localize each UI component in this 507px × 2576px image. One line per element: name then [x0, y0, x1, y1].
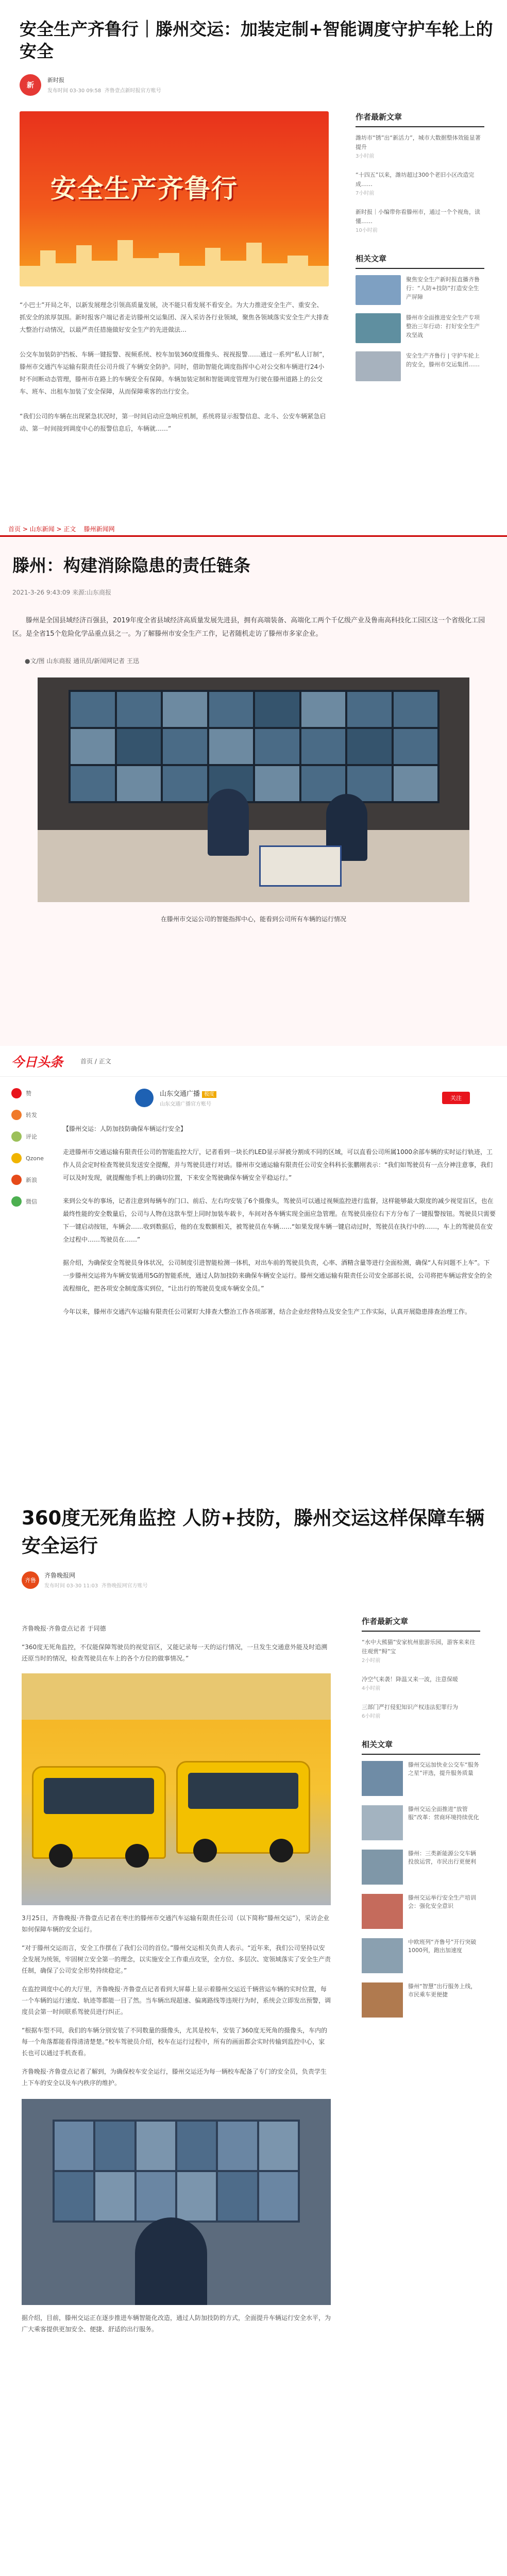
avatar[interactable]: 新	[20, 74, 41, 96]
related-article[interactable]: 滕州交运全面推进“放管服”改革：营商环境持续优化	[362, 1805, 480, 1840]
sidebar-item[interactable]: “十四五”以来，潍坊超过300个老旧小区改造完成…… 7小时前	[356, 171, 475, 196]
article-paragraph: 滕州是全国县域经济百强县，2019年度全省县域经济高质量发展先进县，拥有高端装备、高端化工两个千亿级产业及鲁南高科技化工园区这一个省级化工园区。是全省15个危险化学品重点县之一。为了解滕州市安全生产工作，记者随机走访了滕州市多家企业。	[12, 617, 485, 638]
sidebar-item[interactable]: 冷空气来袭！降温又来一波，注意保暖 4小时前	[362, 1676, 458, 1692]
account-card	[135, 1088, 496, 1107]
article-3	[0, 1046, 507, 1494]
article-paragraph: 据介绍，为确保安全驾驶员身体状况，公司制度引进智能检测一体机，对出车前的驾驶员负责，心率、酒精含量等进行全面检测，确保“人有问题不上车”。下一步滕州交运将为车辆安装通用5G的智能系统，通过人防加技防来确保车辆安全运行。滕州交通运输有限责任公司安全部部长说，公司将把车辆运营安全的全流程细化，把各项安全制度落实到位，“让出行的驾驶员变成车辆安全员。”	[63, 1259, 492, 1292]
sidebar-heading: 相关文章	[356, 253, 484, 269]
article-title: 360度无死角监控 人防+技防，滕州交运这样保障车辆安全运行	[22, 1507, 485, 1557]
account-subtitle: 山东交通广播官方账号	[160, 1101, 211, 1107]
article-paragraph: “对于滕州交运而言，安全工作摆在了我们公司的首位。”滕州交运相关负责人表示。“近年来，我们公司坚持以安全发展为统领，牢固树立安全第一的理念，以实施安全工作重点攻坚，全方位、多层次、宽领域落实了安全生产责任制，确保了公司安全形势持续稳定。”	[22, 1944, 331, 1975]
wechat-share-button[interactable]: 微信	[11, 1196, 47, 1207]
article-meta: 2021-3-26 9:43:09 来源:山东商报	[12, 589, 112, 596]
sidebar-heading: 作者最新文章	[362, 1616, 480, 1632]
like-icon	[11, 1088, 22, 1098]
sidebar-heading: 相关文章	[362, 1739, 480, 1755]
sidebar-heading: 作者最新文章	[356, 111, 484, 127]
author-name[interactable]: 新时报	[47, 77, 64, 84]
article-byline: ●文/图 山东商报 通讯员/新闻网记者 王迅	[25, 657, 140, 665]
sidebar-item[interactable]: 三部门严打侵犯知识产权违法犯罪行为 6小时前	[362, 1704, 458, 1720]
breadcrumb-site[interactable]: 滕州新闻网	[83, 526, 115, 533]
city-silhouette-icon	[20, 235, 329, 286]
article-paragraph: 齐鲁晚报·齐鲁壹点记者了解到，为确保校车安全运行，滕州交运还为每一辆校车配备了专门的安全员，负责学生上下车的安全以及车内秩序的维护。	[22, 2068, 327, 2087]
article-paragraph: 今年以来，滕州市交通汽车运输有限责任公司紧盯大排查大整治工作各项部署，结合企业经营特点及安全生产工作实际，认真开展隐患排查治理工作。	[63, 1308, 471, 1315]
article-title: 滕州：构建消除隐患的责任链条	[12, 555, 250, 575]
related-article[interactable]: 滕州“智慧”出行服务上线，市民乘车更便捷	[362, 1982, 480, 2018]
sidebar-item[interactable]: 潍坊市“锈”出“新活力”，城市大数据整体效能显著提升 3小时前	[356, 134, 481, 159]
article-paragraph: 来到公交车的事场，记者注意到每辆车的门口、前后、左右均安装了6个摄像头，驾驶员可以通过视频监控进行监督，这样能够最大限度的减少视觉盲区，也在最终性能的安全数量后，公司与人物在这款车型上同时加装车载卡，车间对各车辆实现全面应急管理。在驾驶员座位右下方分布了一键报警按钮。驾驶员只需要下一键启动按钮，车辆会……收到数据后，他的在发数额相关，被驾驶员在车辆……“如果发现车辆一键启动过时，驾驶员在执行中的……，车上的驾驶员在安全过程中……驾驶员在……”	[63, 1197, 496, 1243]
article-2	[0, 520, 507, 1046]
related-article[interactable]: 滕州交运举行安全生产培训会：强化安全意识	[362, 1894, 480, 1929]
banner-text: 安全生产齐鲁行	[50, 173, 238, 204]
article-paragraph: 3月25日，齐鲁晚报·齐鲁壹点记者在枣庄的滕州市交通汽车运输有限责任公司（以下简称“滕州交运”），采访企业如何保障车辆的安全运行。	[22, 1914, 330, 1934]
author-meta	[0, 1560, 507, 1589]
article-paragraph: 公交车加装防护挡板、车辆一键报警、视频系统、校车加装360度摄像头、视视报警……通过一系列“私人订制”，滕州市交通汽车运输有限责任公司升级了车辆安全防护。同时，借助智能化调度指挥中心对公交和车辆进行24小时不间断动态管理，滕州市在路上的车辆安全有保障。车辆加装定制和智能调度管理为行驶在滕州道路上的公交车、班车、出租车加装了安全保障，从而保障乘客的出行安全。	[20, 350, 329, 395]
article-paragraph: 在监控调度中心的大厅里，齐鲁晚报·齐鲁壹点记者看到大屏幕上显示着滕州交运近千辆营运车辆的实时位置，每一个车辆的运行速度、轨迹等都能一目了然。当车辆出现超速、偏离路线等违规行为时，系统会立即发出预警，调度员会第一时间联系驾驶员进行纠正。	[22, 1986, 331, 2016]
site-header	[0, 1046, 507, 1077]
article-paragraph: “小巴士”开局之年，以新发展理念引领高质量发展，决不能只看发展不看安全。为大力推进安全生产、重安全、抓安全的浓厚氛围。新时报客户端记者走访滕州交运集团、深入采访各行业领域，聚焦各领域落实安全生产大排查大整治行动情况，以最严责任措施做好安全生产的先进做法…	[20, 301, 329, 333]
author-source: 齐鲁壹点新时报官方账号	[104, 88, 161, 94]
article-paragraph: “360度无死角监控，不仅能保障驾驶员的视觉盲区，又能记录每一天的运行情况，一旦发生交通意外能及时追溯还原当时的情况，检查驾驶员在车上的各个方位的做事情况。”	[22, 1643, 328, 1663]
avatar[interactable]: 齐鲁	[22, 1571, 39, 1589]
related-article[interactable]: 滕州市全面推进安全生产专项整治三年行动：打好安全生产攻坚战	[356, 313, 484, 343]
article-byline: 齐鲁晚报·齐鲁壹点记者 于同德	[22, 1625, 106, 1633]
sidebar	[356, 111, 484, 435]
related-article[interactable]: 聚焦安全生产新时报直播齐鲁行：“人防+技防”打造安全生产屏障	[356, 275, 484, 305]
author-name[interactable]: 齐鲁晚报网	[44, 1572, 76, 1580]
related-article[interactable]: 滕州交运加快业公交车“服务之星”评选，提升服务质量	[362, 1761, 480, 1796]
qzone-icon	[11, 1153, 22, 1163]
photo-caption: 在滕州市交运公司的智能指挥中心，能看到公司所有车辆的运行情况	[160, 916, 346, 923]
breadcrumb[interactable]: 首页 / 正文	[80, 1058, 111, 1065]
author-source: 齐鲁晚报网官方账号	[101, 1583, 148, 1589]
control-room-photo	[38, 677, 469, 902]
repost-icon	[11, 1110, 22, 1120]
like-button[interactable]: 赞	[11, 1088, 47, 1098]
wechat-icon	[11, 1196, 22, 1207]
weibo-icon	[11, 1175, 22, 1185]
repost-button[interactable]: 转发	[11, 1110, 47, 1120]
related-article[interactable]: 安全生产齐鲁行 | 守护车轮上的安全，滕州市交运集团……	[356, 351, 484, 381]
author-meta	[20, 74, 487, 96]
sidebar-item[interactable]: “水中大熊猫”安家杭州旅游乐园，游客来来往往观赏“鲟”宝 2小时前	[362, 1639, 476, 1664]
monitoring-photo	[22, 2099, 331, 2305]
banner-image	[20, 111, 329, 286]
sidebar	[362, 1616, 480, 2335]
qzone-share-button[interactable]: Qzone	[11, 1153, 47, 1163]
related-article[interactable]: 中欧班列“齐鲁号”开行突破1000列，跑出加速度	[362, 1938, 480, 1973]
follow-button[interactable]: 关注	[442, 1092, 470, 1104]
article-paragraph: 据介绍，目前，滕州交运正在逐步推进车辆智能化改造，通过人防加技防的方式，全面提升车辆运行安全水平，为广大乘客提供更加安全、便捷、舒适的出行服务。	[22, 2314, 331, 2333]
share-bar	[11, 1088, 47, 1318]
publish-date: 发布时间 03-30 11:03	[44, 1583, 98, 1589]
comment-icon	[11, 1131, 22, 1142]
site-logo[interactable]: 今日头条	[11, 1054, 63, 1070]
avatar[interactable]	[135, 1089, 154, 1107]
article-title: 安全生产齐鲁行｜滕州交运：加装定制+智能调度守护车轮上的安全	[20, 19, 493, 61]
breadcrumb[interactable]: 首页 > 山东新闻 > 正文 滕州新闻网	[0, 520, 507, 537]
account-name[interactable]: 山东交通广播	[160, 1090, 200, 1098]
sidebar-item[interactable]: 新时报｜小编带你看滕州市，通过一个个视角，读懂…… 10小时前	[356, 208, 480, 233]
article-1	[0, 0, 507, 520]
article-4	[0, 1494, 507, 2576]
comment-button[interactable]: 评论	[11, 1131, 47, 1142]
article-paragraph: 走进滕州市交通运输有限责任公司的智能监控大厅，记者看到一块长约LED显示屏被分割成不同的区域，可以直看公司所属1000余部车辆的实时运行轨迹，工作人员会定时检查驾驶员发送安全提醒，并与驾驶员进行对话。滕州市交通运输有限责任公司安全科科长张鹏刚表示：“我们如驾驶员有一点分神注意事，我们可以及时发现，就提醒他手机上的确切位置，下来安全驾驶确保车辆安全平稳运行。”	[63, 1148, 493, 1181]
weibo-share-button[interactable]: 新浪	[11, 1175, 47, 1185]
account-badge: 极度	[202, 1091, 216, 1098]
related-article[interactable]: 滕州：三类新能源公交车辆投放运营，市民出行更便利	[362, 1850, 480, 1885]
publish-date: 发布时间 03-30 09:58	[47, 88, 102, 94]
article-paragraph: “根据车型不同，我们的车辆分别安装了不同数量的摄像头，尤其是校车，安装了360度无死角的摄像头，车内的每一个角落都能看得清清楚楚。”校车驾驶员介绍，校车在运行过程中，所有的画面都会实时传输到监控中心，家长也可以通过手机查看。	[22, 2027, 328, 2057]
article-paragraph: 【滕州交运：人防加技防确保车辆运行安全】	[63, 1125, 187, 1132]
article-paragraph: “我们公司的车辆在出现紧急状况时，第一时间启动应急响应机制，系统将显示报警信息、北斗、公安车辆紧急启动、第一时间接到调度中心的报警信息后，车辆就……”	[20, 412, 326, 432]
school-bus-photo	[22, 1673, 331, 1905]
